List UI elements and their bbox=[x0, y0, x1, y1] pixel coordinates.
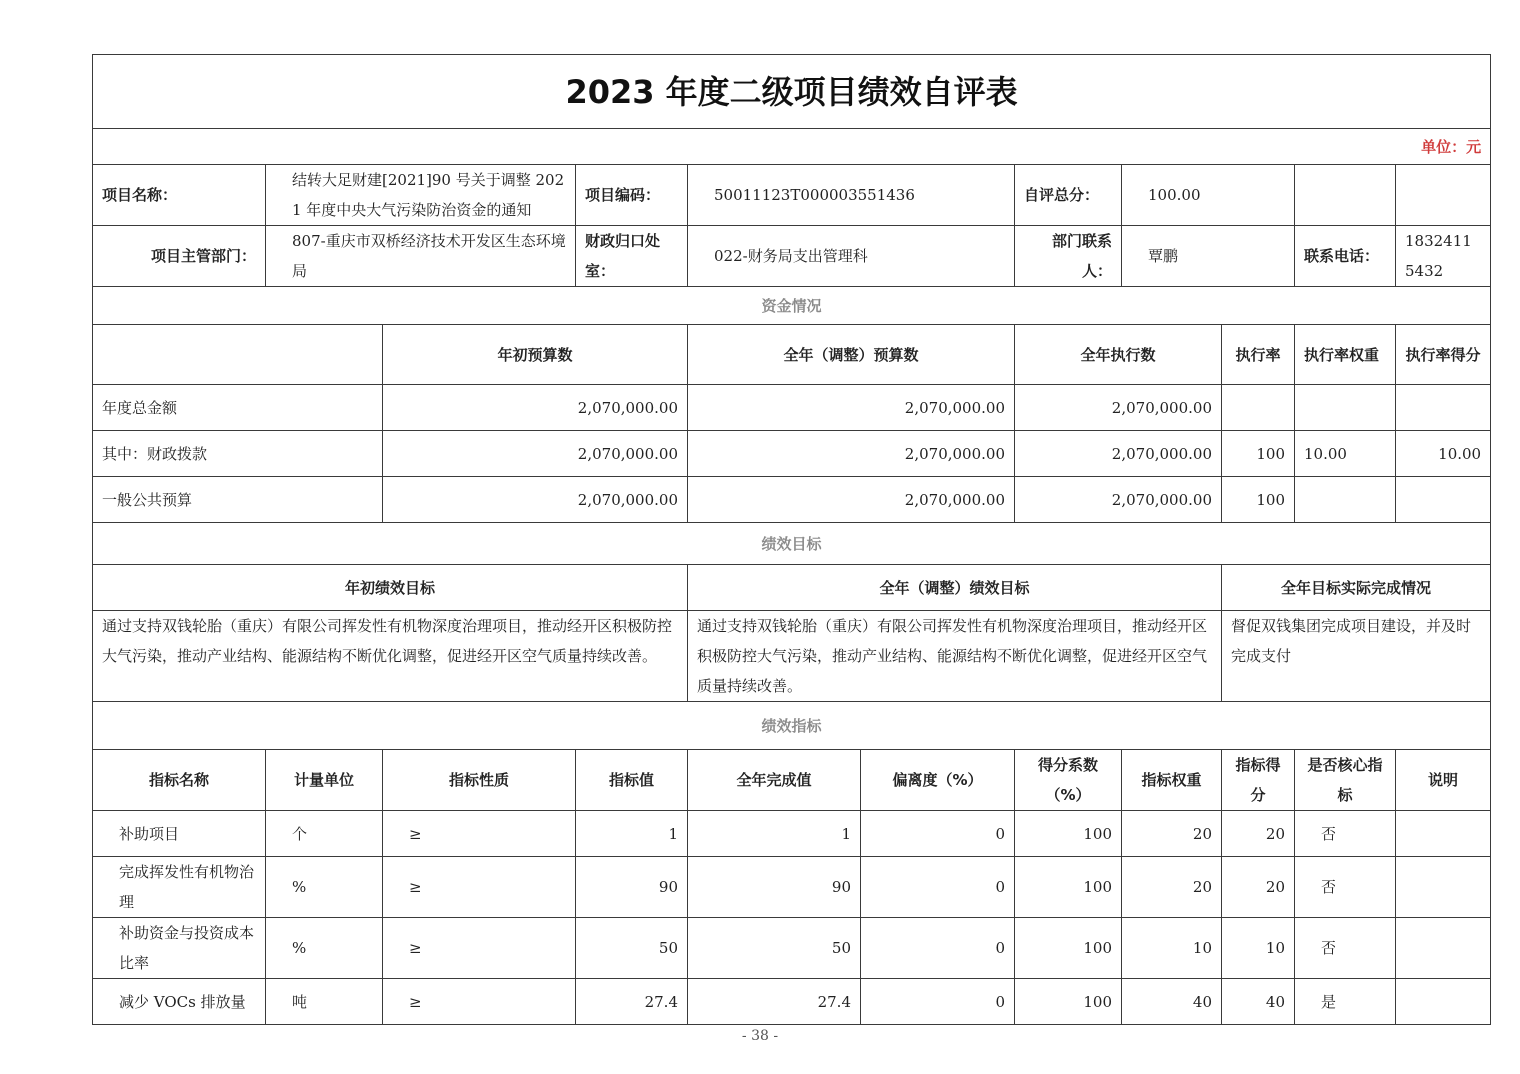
indicator-note bbox=[1396, 857, 1491, 918]
indicator-actual: 50 bbox=[688, 918, 861, 979]
page-number: - 38 - bbox=[741, 1028, 779, 1044]
funds-row-adjusted: 2,070,000.00 bbox=[688, 385, 1015, 431]
indicator-deviation: 0 bbox=[861, 811, 1015, 857]
indicator-note bbox=[1396, 918, 1491, 979]
funds-row-rate: 100 bbox=[1222, 477, 1295, 523]
goals-adjusted-text: 通过支持双钱轮胎（重庆）有限公司挥发性有机物深度治理项目，推动经开区积极防控大气污染，推动产业结构、能源结构不断优化调整，促进经开区空气质量持续改善。 bbox=[688, 611, 1222, 702]
funds-row-weight: 10.00 bbox=[1295, 431, 1396, 477]
funds-row-score bbox=[1396, 385, 1491, 431]
indicator-target: 27.4 bbox=[576, 979, 688, 1025]
indicator-coef: 100 bbox=[1015, 857, 1122, 918]
indicator-header-unit: 计量单位 bbox=[266, 750, 383, 811]
table-row bbox=[93, 857, 1491, 918]
unit-label: 单位：元 bbox=[93, 129, 1491, 165]
info-blank-cell bbox=[1396, 165, 1491, 226]
page-title: 2023 年度二级项目绩效自评表 bbox=[93, 55, 1491, 129]
indicator-header-coef: 得分系数（%） bbox=[1015, 750, 1122, 811]
contact-label: 部门联系人： bbox=[1015, 226, 1122, 287]
funds-row-initial: 2,070,000.00 bbox=[383, 477, 688, 523]
goals-actual-text: 督促双钱集团完成项目建设，并及时完成支付 bbox=[1222, 611, 1491, 702]
project-name-value: 结转大足财建[2021]90 号关于调整 2021 年度中央大气污染防治资金的通知 bbox=[266, 165, 576, 226]
indicator-name: 完成挥发性有机物治理 bbox=[93, 857, 266, 918]
indicator-name: 补助资金与投资成本比率 bbox=[93, 918, 266, 979]
indicator-name: 补助项目 bbox=[93, 811, 266, 857]
funds-row-executed: 2,070,000.00 bbox=[1015, 477, 1222, 523]
goals-initial-text: 通过支持双钱轮胎（重庆）有限公司挥发性有机物深度治理项目，推动经开区积极防控大气污染，推动产业结构、能源结构不断优化调整，促进经开区空气质量持续改善。 bbox=[93, 611, 688, 702]
goals-section-title: 绩效目标 bbox=[93, 523, 1491, 565]
funds-header-adjusted: 全年（调整）预算数 bbox=[688, 325, 1015, 385]
funds-row-adjusted: 2,070,000.00 bbox=[688, 431, 1015, 477]
funds-header-weight: 执行率权重 bbox=[1295, 325, 1396, 385]
table-row bbox=[93, 385, 1491, 431]
indicator-coef: 100 bbox=[1015, 979, 1122, 1025]
self-score-label: 自评总分： bbox=[1015, 165, 1122, 226]
funds-row-executed: 2,070,000.00 bbox=[1015, 431, 1222, 477]
table-row bbox=[93, 918, 1491, 979]
indicator-deviation: 0 bbox=[861, 857, 1015, 918]
funds-row-weight bbox=[1295, 385, 1396, 431]
indicator-coef: 100 bbox=[1015, 918, 1122, 979]
indicator-core: 否 bbox=[1295, 918, 1396, 979]
finance-value: 022-财务局支出管理科 bbox=[688, 226, 1015, 287]
indicator-weight: 10 bbox=[1122, 918, 1222, 979]
performance-evaluation-table bbox=[92, 54, 1491, 1025]
indicator-unit: % bbox=[266, 918, 383, 979]
project-code-value: 50011123T000003551436 bbox=[688, 165, 1015, 226]
indicator-core: 否 bbox=[1295, 811, 1396, 857]
indicator-header-target: 指标值 bbox=[576, 750, 688, 811]
indicator-score: 20 bbox=[1222, 857, 1295, 918]
table-row bbox=[93, 979, 1491, 1025]
indicator-target: 1 bbox=[576, 811, 688, 857]
funds-row-score bbox=[1396, 477, 1491, 523]
funds-header-rate: 执行率 bbox=[1222, 325, 1295, 385]
indicator-score: 40 bbox=[1222, 979, 1295, 1025]
indicator-actual: 90 bbox=[688, 857, 861, 918]
phone-label: 联系电话： bbox=[1295, 226, 1396, 287]
funds-row-rate bbox=[1222, 385, 1295, 431]
project-name-label: 项目名称： bbox=[93, 165, 266, 226]
phone-value: 18324115432 bbox=[1396, 226, 1491, 287]
indicator-header-nature: 指标性质 bbox=[383, 750, 576, 811]
indicator-target: 50 bbox=[576, 918, 688, 979]
indicator-unit: 吨 bbox=[266, 979, 383, 1025]
funds-row-label: 其中：财政拨款 bbox=[93, 431, 383, 477]
indicator-nature: ≥ bbox=[383, 811, 576, 857]
indicator-score: 20 bbox=[1222, 811, 1295, 857]
indicator-name: 减少 VOCs 排放量 bbox=[93, 979, 266, 1025]
funds-row-initial: 2,070,000.00 bbox=[383, 385, 688, 431]
table-row bbox=[93, 477, 1491, 523]
dept-label: 项目主管部门： bbox=[93, 226, 266, 287]
indicator-target: 90 bbox=[576, 857, 688, 918]
finance-label: 财政归口处室： bbox=[576, 226, 688, 287]
contact-value: 覃鹏 bbox=[1122, 226, 1295, 287]
table-row bbox=[93, 431, 1491, 477]
info-blank-cell bbox=[1295, 165, 1396, 226]
indicator-nature: ≥ bbox=[383, 857, 576, 918]
funds-row-rate: 100 bbox=[1222, 431, 1295, 477]
dept-value: 807-重庆市双桥经济技术开发区生态环境局 bbox=[266, 226, 576, 287]
funds-row-score: 10.00 bbox=[1396, 431, 1491, 477]
indicator-header-name: 指标名称 bbox=[93, 750, 266, 811]
funds-header-executed: 全年执行数 bbox=[1015, 325, 1222, 385]
indicator-weight: 20 bbox=[1122, 811, 1222, 857]
goals-header-actual: 全年目标实际完成情况 bbox=[1222, 565, 1491, 611]
indicator-header-note: 说明 bbox=[1396, 750, 1491, 811]
indicator-nature: ≥ bbox=[383, 979, 576, 1025]
funds-row-weight bbox=[1295, 477, 1396, 523]
self-score-value: 100.00 bbox=[1122, 165, 1295, 226]
indicator-core: 是 bbox=[1295, 979, 1396, 1025]
indicator-core: 否 bbox=[1295, 857, 1396, 918]
indicator-note bbox=[1396, 811, 1491, 857]
indicator-header-deviation: 偏离度（%） bbox=[861, 750, 1015, 811]
indicator-nature: ≥ bbox=[383, 918, 576, 979]
goals-header-initial: 年初绩效目标 bbox=[93, 565, 688, 611]
funds-row-label: 一般公共预算 bbox=[93, 477, 383, 523]
indicator-actual: 1 bbox=[688, 811, 861, 857]
indicator-coef: 100 bbox=[1015, 811, 1122, 857]
indicator-header-score: 指标得分 bbox=[1222, 750, 1295, 811]
indicator-weight: 40 bbox=[1122, 979, 1222, 1025]
project-code-label: 项目编码： bbox=[576, 165, 688, 226]
funds-row-label: 年度总金额 bbox=[93, 385, 383, 431]
indicator-deviation: 0 bbox=[861, 918, 1015, 979]
indicator-unit: % bbox=[266, 857, 383, 918]
indicator-header-core: 是否核心指标 bbox=[1295, 750, 1396, 811]
indicator-score: 10 bbox=[1222, 918, 1295, 979]
table-row bbox=[93, 811, 1491, 857]
funds-header-score: 执行率得分 bbox=[1396, 325, 1491, 385]
indicator-header-weight: 指标权重 bbox=[1122, 750, 1222, 811]
indicator-actual: 27.4 bbox=[688, 979, 861, 1025]
indicator-header-actual: 全年完成值 bbox=[688, 750, 861, 811]
goals-header-adjusted: 全年（调整）绩效目标 bbox=[688, 565, 1222, 611]
indicator-weight: 20 bbox=[1122, 857, 1222, 918]
indicator-note bbox=[1396, 979, 1491, 1025]
indicators-section-title: 绩效指标 bbox=[93, 702, 1491, 750]
funds-section-title: 资金情况 bbox=[93, 287, 1491, 325]
funds-header-blank bbox=[93, 325, 383, 385]
funds-header-initial: 年初预算数 bbox=[383, 325, 688, 385]
indicator-unit: 个 bbox=[266, 811, 383, 857]
funds-row-executed: 2,070,000.00 bbox=[1015, 385, 1222, 431]
funds-row-adjusted: 2,070,000.00 bbox=[688, 477, 1015, 523]
indicator-deviation: 0 bbox=[861, 979, 1015, 1025]
funds-row-initial: 2,070,000.00 bbox=[383, 431, 688, 477]
